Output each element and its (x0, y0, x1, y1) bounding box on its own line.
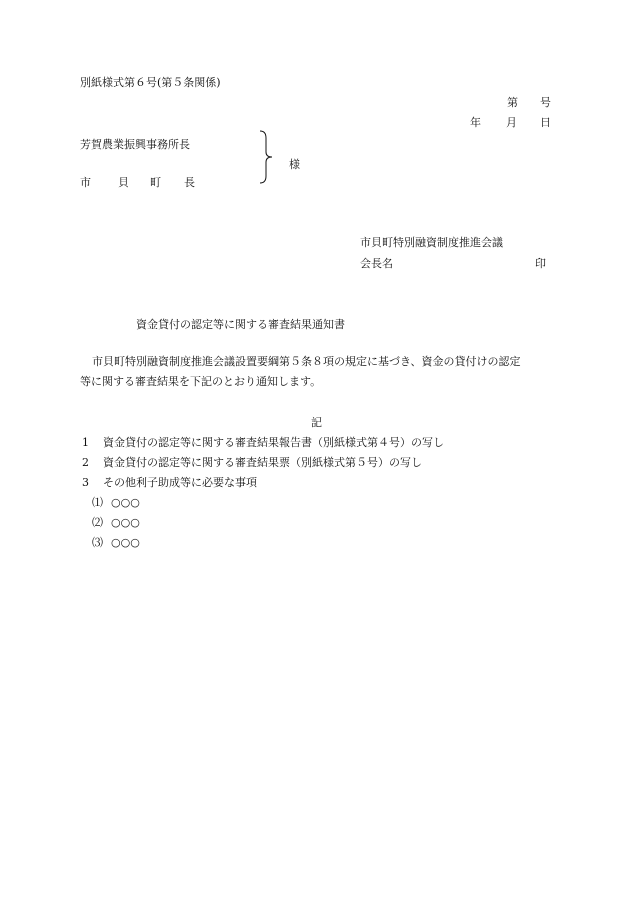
subitem-1-number: ⑴ (92, 496, 103, 509)
recipient-line-2-char-2: 貝 (118, 176, 129, 189)
document-title: 資金貸付の認定等に関する審査結果通知書 (136, 318, 345, 331)
subitem-2-text: ○○○ (111, 516, 140, 529)
recipient-line-2-char-1: 市 (80, 176, 91, 189)
recipient-line-2-char-3: 町 (150, 176, 161, 189)
form-label: 別紙様式第６号(第５条関係) (80, 76, 221, 89)
right-brace-icon (258, 130, 274, 184)
item-3-text: その他利子助成等に必要な事項 (103, 476, 257, 489)
subitem-3-number: ⑶ (92, 536, 103, 549)
subitem-3-text: ○○○ (111, 536, 140, 549)
date-month: 月 (506, 116, 517, 129)
honorific-sama: 様 (289, 158, 300, 171)
item-3-number: 3 (82, 476, 89, 489)
number-go: 号 (540, 96, 551, 109)
date-year: 年 (470, 116, 481, 129)
item-2-number: 2 (82, 456, 89, 469)
sender-org: 市貝町特別融資制度推進会議 (360, 236, 503, 249)
recipient-line-1: 芳賀農業振興事務所長 (80, 138, 190, 151)
recipient-line-2-char-4: 長 (184, 176, 195, 189)
body-line-2: 等に関する審査結果を下記のとおり通知します。 (80, 375, 322, 388)
subitem-2-number: ⑵ (92, 516, 103, 529)
subitem-1-text: ○○○ (111, 496, 140, 509)
date-day: 日 (540, 116, 551, 129)
item-2-text: 資金貸付の認定等に関する審査結果票（別紙様式第５号）の写し (103, 456, 422, 469)
ki-heading: 記 (311, 416, 322, 429)
sender-chair-label: 会長名 (360, 257, 393, 270)
item-1-number: 1 (82, 436, 89, 449)
item-1-text: 資金貸付の認定等に関する審査結果報告書（別紙様式第４号）の写し (103, 436, 444, 449)
number-dai: 第 (507, 96, 518, 109)
seal-mark: 印 (535, 257, 546, 270)
body-line-1: 市貝町特別融資制度推進会議設置要綱第５条８項の規定に基づき、資金の貸付けの認定 (92, 355, 521, 368)
